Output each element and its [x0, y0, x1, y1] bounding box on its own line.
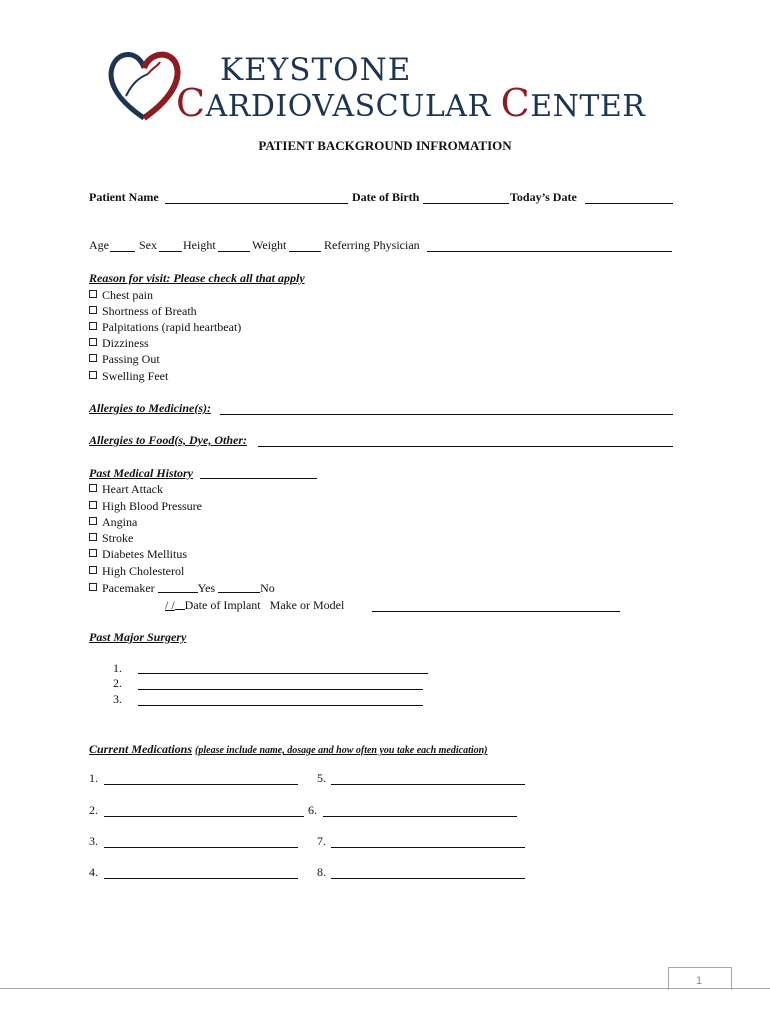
logo-keystone-text: KEYSTONE	[220, 52, 412, 88]
surgery-field[interactable]	[138, 689, 423, 690]
implant-date-label: Date of Implant	[184, 598, 261, 612]
medication-field[interactable]	[104, 878, 298, 879]
medication-number: 6.	[308, 803, 317, 817]
medication-number: 8.	[317, 865, 326, 879]
medication-number: 2.	[89, 803, 98, 817]
surgery-number: 1.	[113, 661, 122, 675]
page-number: 1	[695, 975, 703, 987]
medication-field[interactable]	[331, 847, 525, 848]
reason-item[interactable]: Palpitations (rapid heartbeat)	[89, 320, 241, 335]
checkbox[interactable]	[89, 517, 97, 525]
medication-number: 7.	[317, 834, 326, 848]
center-logo	[104, 48, 684, 124]
history-heading-underline	[200, 478, 317, 479]
medication-number: 3.	[89, 834, 98, 848]
pacemaker-yes-field[interactable]	[158, 581, 198, 593]
medication-field[interactable]	[323, 816, 517, 817]
sex-field[interactable]	[159, 251, 182, 252]
checkbox[interactable]	[89, 290, 97, 298]
implant-row	[165, 598, 344, 613]
date-of-birth-label: Date of Birth	[352, 190, 420, 204]
pacemaker-item[interactable]	[89, 581, 275, 596]
checkbox[interactable]	[89, 533, 97, 541]
reason-item[interactable]: Dizziness	[89, 336, 149, 351]
allergies-medicine-label: Allergies to Medicine(s):	[89, 401, 211, 415]
weight-field[interactable]	[289, 251, 321, 252]
medication-field[interactable]	[331, 784, 525, 785]
medication-field[interactable]	[331, 878, 525, 879]
history-item[interactable]: High Blood Pressure	[89, 499, 202, 514]
allergies-food-field[interactable]	[258, 446, 673, 447]
history-item[interactable]: Angina	[89, 515, 137, 530]
date-of-birth-field[interactable]	[423, 203, 509, 204]
form-title: PATIENT BACKGROUND INFROMATION	[258, 138, 512, 153]
reason-heading: Reason for visit: Please check all that apply	[89, 271, 305, 285]
make-model-label: Make or Model	[269, 598, 345, 612]
todays-date-label: Today’s Date	[510, 190, 577, 204]
pacemaker-no-field[interactable]	[218, 581, 260, 593]
height-field[interactable]	[218, 251, 250, 252]
referring-physician-label: Referring Physician	[324, 238, 420, 252]
surgery-heading: Past Major Surgery	[89, 630, 187, 644]
checkbox[interactable]	[89, 566, 97, 574]
checkbox[interactable]	[89, 338, 97, 346]
checkbox[interactable]	[89, 484, 97, 492]
implant-date-blank[interactable]	[175, 598, 185, 610]
make-model-field[interactable]	[372, 611, 620, 612]
history-item[interactable]: High Cholesterol	[89, 564, 184, 579]
reason-item[interactable]: Swelling Feet	[89, 369, 168, 384]
medication-number: 1.	[89, 771, 98, 785]
reason-item[interactable]: Passing Out	[89, 352, 160, 367]
checkbox[interactable]	[89, 354, 97, 362]
age-field[interactable]	[110, 251, 135, 252]
checkbox[interactable]	[89, 371, 97, 379]
pacemaker-label: Pacemaker	[102, 581, 155, 595]
heart-logo-icon	[104, 48, 184, 124]
pacemaker-no-label: No	[260, 581, 275, 595]
history-item[interactable]: Diabetes Mellitus	[89, 547, 187, 562]
reason-item[interactable]: Chest pain	[89, 288, 153, 303]
history-item[interactable]: Stroke	[89, 531, 133, 546]
checkbox[interactable]	[89, 583, 97, 591]
pacemaker-yes-label: Yes	[197, 581, 216, 595]
medication-field[interactable]	[104, 847, 298, 848]
medication-field[interactable]	[104, 784, 298, 785]
weight-label: Weight	[252, 238, 287, 252]
patient-name-field[interactable]	[165, 203, 348, 204]
footer-divider	[0, 988, 770, 989]
checkbox[interactable]	[89, 501, 97, 509]
age-label: Age	[89, 238, 109, 252]
reason-item[interactable]: Shortness of Breath	[89, 304, 197, 319]
sex-label: Sex	[139, 238, 157, 252]
todays-date-field[interactable]	[585, 203, 673, 204]
history-item[interactable]: Heart Attack	[89, 482, 163, 497]
checkbox[interactable]	[89, 322, 97, 330]
allergies-medicine-field[interactable]	[220, 414, 673, 415]
medication-number: 4.	[89, 865, 98, 879]
checkbox[interactable]	[89, 306, 97, 314]
patient-name-label: Patient Name	[89, 190, 159, 204]
medications-heading: Current Medications (please include name, dosage and how often you take each medication)	[89, 742, 488, 756]
surgery-field[interactable]	[138, 705, 423, 706]
implant-date-field[interactable]: / /	[165, 598, 175, 612]
surgery-number: 2.	[113, 676, 122, 690]
surgery-field[interactable]	[138, 673, 428, 674]
height-label: Height	[183, 238, 216, 252]
medication-field[interactable]	[104, 816, 304, 817]
logo-center-name: CARDIOVASCULAR CENTER	[176, 81, 646, 125]
medication-number: 5.	[317, 771, 326, 785]
history-heading: Past Medical History	[89, 466, 193, 480]
surgery-number: 3.	[113, 692, 122, 706]
referring-physician-field[interactable]	[427, 251, 672, 252]
checkbox[interactable]	[89, 549, 97, 557]
allergies-food-label: Allergies to Food(s, Dye, Other:	[89, 433, 247, 447]
